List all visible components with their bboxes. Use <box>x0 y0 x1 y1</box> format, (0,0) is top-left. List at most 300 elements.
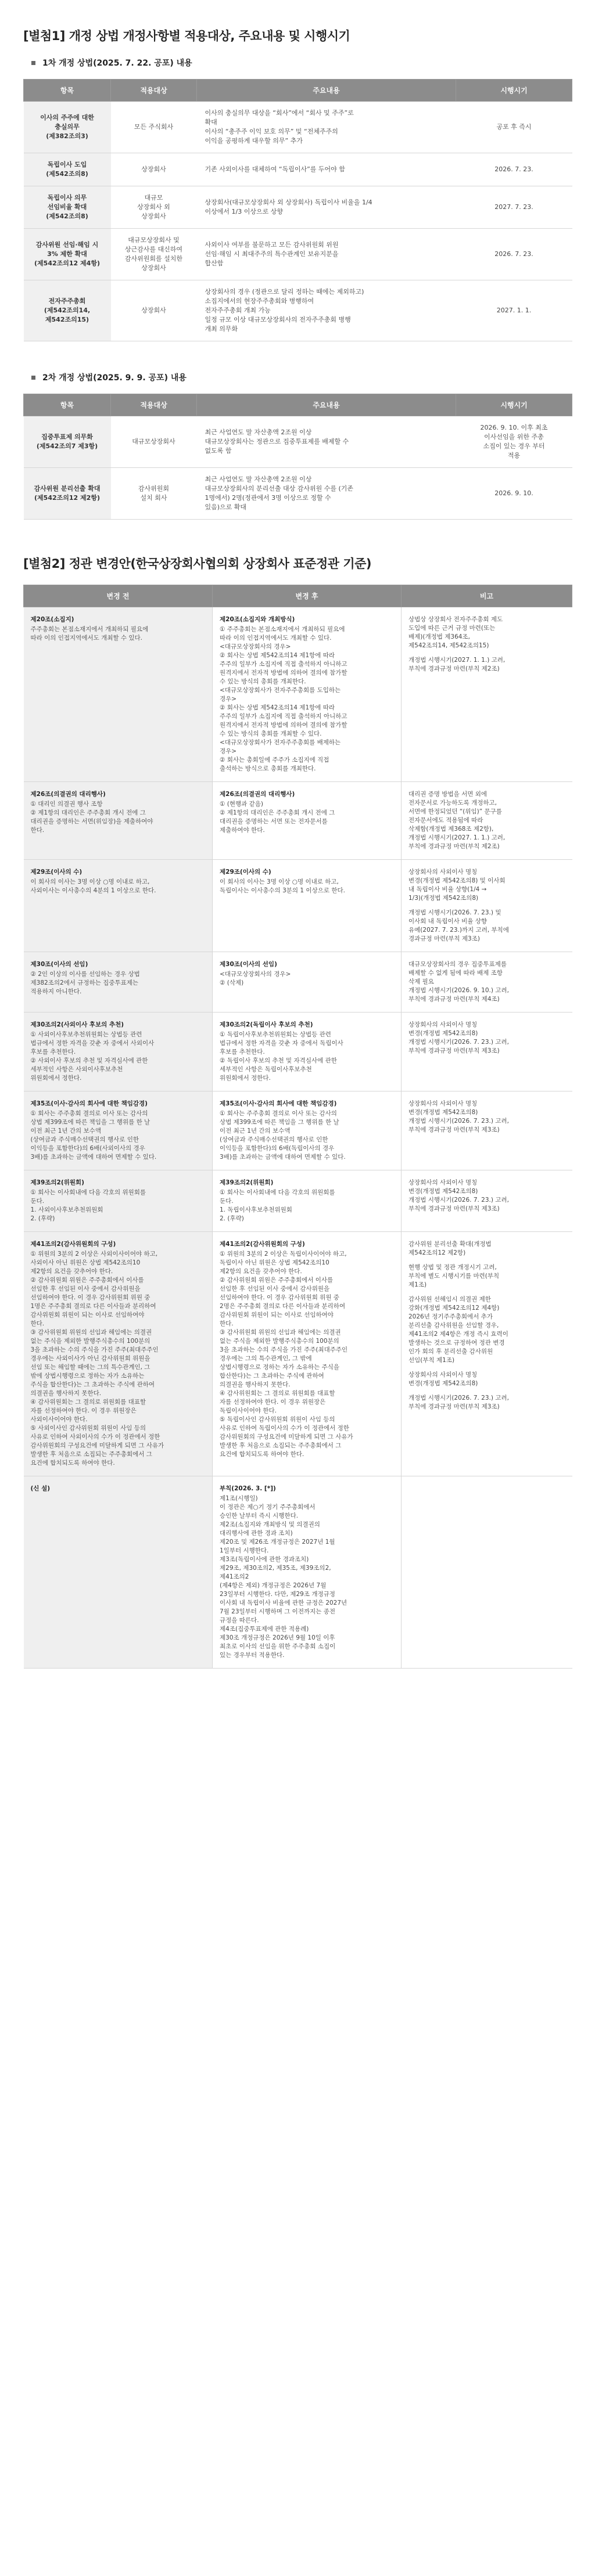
content-line: 상장회사(대규모상장회사 외 상장회사) 독립이사 비율을 1/4 <box>205 199 372 206</box>
row-item <box>24 468 111 520</box>
note-line <box>408 1388 565 1394</box>
item-line: 독립이사 도입 <box>47 161 87 168</box>
row-note <box>402 1013 572 1091</box>
before-line: 제382조의2에서 규정하는 집중투표제는 <box>30 979 139 986</box>
after-line: 3배)를 초과하는 금액에 대하여 면제할 수 있다. <box>220 1154 346 1161</box>
row-before <box>24 860 213 952</box>
after-line: 승인한 날부터 즉시 시행한다. <box>220 1512 299 1519</box>
row-note <box>402 952 572 1013</box>
row-item <box>24 416 111 468</box>
table-row <box>24 280 572 341</box>
content-line: 상장회사의 경우 (정관으로 달리 정하는 때에는 제외하고) <box>205 288 364 296</box>
note-line: 유예(2027. 7. 23.)까지 고려, 부칙에 <box>408 927 509 934</box>
after-line: 독립이사이어야 한다. <box>220 1407 277 1414</box>
content-line: 최근 사업연도 말 자산총액 2조원 이상 <box>205 428 312 436</box>
note-line: 개정법 시행시기(2026. 9. 10.) 고려, <box>408 987 509 994</box>
after-line: 선임한 후 선임된 이사 중에서 감사위원을 <box>220 1285 330 1292</box>
after-line: <대규모상장회사의 경우> <box>220 971 291 978</box>
note-line: 부칙에 경과규정 마련(부칙 제3조) <box>408 1047 500 1054</box>
after-line: 7월 23일부터 시행하며 그 이전까지는 종전 <box>220 1608 336 1615</box>
row-content <box>197 102 456 153</box>
after-line: 원격지에서 전자적 방법에 의하여 결의에 참가할 <box>220 722 347 729</box>
note-line: 부칙에 경과규정 마련(부칙 제2조) <box>408 665 500 672</box>
date-line: 2026. 9. 10. <box>494 489 533 497</box>
target-line: 감사위원회 <box>138 485 170 492</box>
table-row <box>24 153 572 186</box>
after-line: 제41조의2 <box>220 1573 249 1580</box>
row-after <box>213 1091 402 1170</box>
note-line <box>408 1258 565 1263</box>
date-line: 공포 후 즉시 <box>496 123 532 131</box>
after-line: 3을 초과하는 수의 주식을 가진 주주(최대주주인 <box>220 1346 348 1353</box>
note-line: 개정법 시행시기(2027. 1. 1.) 고려, <box>408 657 506 664</box>
before-line: 후보를 추천한다. <box>30 1049 76 1055</box>
before-line: 사외이사이어야 한다. <box>30 1416 88 1423</box>
after-line: 제35조(이사·감사의 회사에 대한 책임감경) <box>220 1100 337 1107</box>
table-header-row <box>24 585 572 607</box>
note-line: 삭제함(개정법 제368조 제2항), <box>408 826 494 833</box>
articles-comparison-table <box>23 585 572 1669</box>
row-after <box>213 860 402 952</box>
before-line: ① 회사는 이사회내에 다음 각호의 위원회를 <box>30 1189 146 1196</box>
after-line: ① 위원의 3분의 2 이상은 독립이사이어야 하고, <box>220 1251 347 1258</box>
row-after <box>213 1232 402 1476</box>
note-line: 변경(개정법 제542조의8) <box>408 1030 478 1037</box>
note-line: 부칙에 경과규정 마련(부칙 제3조) <box>408 1403 500 1410</box>
after-line: ④ 감사위원회는 그 결의로 위원회를 대표할 <box>220 1390 335 1397</box>
after-line: 제41조의2(감사위원회의 구성) <box>220 1241 305 1248</box>
before-line: 발생한 후 처음으로 소집되는 주주총회에서 그 <box>30 1451 152 1458</box>
before-line: 자를 선정하여야 한다. 이 경우 위원장은 <box>30 1407 137 1414</box>
before-line: 대리권을 증명하는 서면(위임장)을 제출하여야 <box>30 818 153 825</box>
target-line: 대규모상장회사 및 <box>128 236 180 244</box>
before-line: 한다. <box>30 827 45 834</box>
note-line: 강화(개정법 제542조의12 제4항) <box>408 1305 500 1312</box>
note-line: 개정법 시행시기(2027. 1. 1.) 고려, <box>408 834 506 841</box>
after-line: 요건에 합치되도록 하여야 한다. <box>220 1451 304 1458</box>
content-line: 합산함 <box>205 260 224 267</box>
content-line: 이사의 “총주주 이익 보호 의무” 및 “전체주주의 <box>205 128 338 135</box>
target-line: 상장회사 외 <box>137 203 170 211</box>
header-date: 시행시기 <box>456 80 572 102</box>
after-line: 있는 경우부터 적용한다. <box>220 1652 285 1659</box>
row-after <box>213 952 402 1013</box>
header-content: 주요내용 <box>197 394 456 416</box>
content-line: 이익을 공평하게 대우할 의무” 추가 <box>205 137 303 145</box>
before-line: 의결권을 행사하지 못한다. <box>30 1390 102 1397</box>
note-line: 개정법 시행시기(2026. 7. 23.) 고려, <box>408 1197 509 1204</box>
doc-title-1: [별첨1] 개정 상법 개정사항별 적용대상, 주요내용 및 시행시기 <box>23 29 350 43</box>
after-line: 후보를 추천한다. <box>220 1049 265 1055</box>
before-line: 한다. <box>30 1320 45 1327</box>
before-line: 감사위원회 위원이 되는 이사로 선임하여야 <box>30 1312 145 1318</box>
after-line: 제4조(집중투표제에 관한 적용례) <box>220 1626 309 1633</box>
note-line: 제1조) <box>408 1281 427 1288</box>
target-line: 감사위원회를 설치한 <box>124 255 183 262</box>
after-line: ① 주주총회는 본점소재지에서 개최하되 필요에 <box>220 626 345 633</box>
item-line: 전자주주총회 <box>48 297 86 305</box>
after-line: 둔다. <box>220 1198 234 1205</box>
row-note <box>402 782 572 860</box>
after-line: (제4항은 제외) 개정규정은 2026년 7월 <box>220 1582 327 1589</box>
note-line: 부칙에 경과규정 마련(부칙 제3조) <box>408 1205 500 1212</box>
after-line: 감사위원회의 구성요건에 미달하게 되면 그 사유가 <box>220 1433 353 1440</box>
after-line: ③ 감사위원회 위원의 선임과 해임에는 의결권 <box>220 1329 341 1336</box>
after-line: 제출하여야 한다. <box>220 827 265 834</box>
after-line: 감사위원회 위원이 되는 이사로 선임하여야 <box>220 1312 334 1318</box>
note-line: 변경(개정법 제542조의8) 및 이사회 <box>408 877 506 884</box>
note-line: 서면에 한정되었던 “(위임)” 문구를 <box>408 808 502 815</box>
before-line: ② 사외이사 후보의 추천 및 자격심사에 관한 <box>30 1057 148 1064</box>
header-item: 항목 <box>24 80 111 102</box>
note-line: 분리선출 감사위원을 선임할 경우, <box>408 1322 499 1329</box>
date-line: 소집이 있는 경우 부터 <box>483 442 545 450</box>
after-line: 원격지에서 전자적 방법에 의하여 결의에 참가할 <box>220 669 347 676</box>
after-line: 제29조(이사의 수) <box>220 869 271 876</box>
note-line: 개정법 시행시기(2026. 7. 23.) 고려, <box>408 1118 509 1125</box>
row-content <box>197 280 456 341</box>
after-line: ① 회사는 이사회내에 다음 각호의 위원회를 <box>220 1189 335 1196</box>
table-row <box>24 186 572 229</box>
item-line: (제542조의12 제2항) <box>34 494 100 502</box>
doc-title-2: [별첨2] 정관 변경안(한국상장회사협의회 상장회사 표준정관 기준) <box>23 557 371 571</box>
note-line: 부칙에 경과규정 마련(부칙 제4조) <box>408 996 500 1003</box>
item-line: 충실의무 <box>55 123 80 131</box>
target-line: 모든 주식회사 <box>134 123 174 131</box>
amendment-2-table <box>23 394 572 520</box>
target-line: 상장회사 <box>141 165 166 173</box>
table-row <box>24 782 572 860</box>
before-line: 제35조(이사·감사의 회사에 대한 책임감경) <box>30 1100 148 1107</box>
after-line: 상법 제399조에 따른 책임을 그 행위를 한 날 <box>220 1119 339 1126</box>
after-line: 제20조 및 제26조 개정규정은 2027년 1월 <box>220 1539 335 1545</box>
after-line: ⑤ 독립이사인 감사위원회 위원이 사임 등의 <box>220 1416 335 1423</box>
after-line: 1일부터 시행한다. <box>220 1547 269 1554</box>
note-line: 대리권 증명 방법을 서면 외에 <box>408 791 488 798</box>
after-line: 상법시행령으로 정하는 자가 소유하는 주식을 <box>220 1364 340 1371</box>
after-line: 2명은 주주총회 결의로 다른 이사들과 분리하여 <box>220 1303 346 1310</box>
date-line: 2026. 9. 10. 이후 최초 <box>480 424 548 431</box>
amendment-1-table <box>23 79 572 341</box>
row-after <box>213 607 402 782</box>
after-line: 제30조의2(독립이사 후보의 추천) <box>220 1021 313 1028</box>
header-content: 주요내용 <box>197 80 456 102</box>
note-line: 내 독립이사 비율 상향(1/4 → <box>408 886 487 893</box>
after-line: <대규모상장회사가 전자주주총회를 도입하는 <box>220 687 341 694</box>
row-after <box>213 1013 402 1091</box>
note-line: 상장회사의 사외이사 명칭 <box>408 1021 478 1028</box>
row-before <box>24 1170 213 1232</box>
content-line: 소집지에서의 현장주주총회와 병행하여 <box>205 297 314 305</box>
after-line: ② (삭제) <box>220 979 244 986</box>
before-line: 세부적인 사항은 사외이사후보추천 <box>30 1066 123 1073</box>
after-line: 발생한 후 처음으로 소집되는 주주총회에서 그 <box>220 1442 342 1449</box>
table-row <box>24 1232 572 1476</box>
after-line: 따라 이의 인접지역에서도 개최할 수 있다. <box>220 635 332 642</box>
note-line: 개정법 시행시기(2026. 7. 23.) 고려, <box>408 1039 509 1046</box>
after-line: 규정을 따른다. <box>220 1617 259 1624</box>
after-line: ② 제1항의 대리인은 주주총회 개시 전에 그 <box>220 809 335 816</box>
before-line: 선임한 후 선임된 이사 중에서 감사위원을 <box>30 1285 141 1292</box>
after-line: 경우> <box>220 748 237 755</box>
note-line: 제542조의12 제2항) <box>408 1249 466 1256</box>
after-line: (상여금과 주식매수선택권의 행사로 인한 <box>220 1136 328 1143</box>
before-line: 제20조(소집지) <box>30 616 74 623</box>
item-line: (제382조의3) <box>46 132 88 140</box>
note-line: 2026년 정기주주총회에서 추가 <box>408 1313 493 1320</box>
note-line: 감사위원 선해임시 의결권 제한 <box>408 1296 491 1303</box>
date-line: 2027. 7. 23. <box>494 203 533 211</box>
content-line: 선임·해임 시 최대주주의 특수관계인 보유지분을 <box>205 250 339 258</box>
date-line: 적용 <box>507 452 521 459</box>
table-row <box>24 229 572 280</box>
after-line: 수 있는 방식의 총회를 개최할 수 있다. <box>220 730 322 737</box>
row-before <box>24 1091 213 1170</box>
row-date <box>456 102 572 153</box>
row-content <box>197 186 456 229</box>
note-line: 제41조의2 제4항은 개정 즉시 효력이 <box>408 1331 508 1338</box>
date-line: 2026. 7. 23. <box>494 165 533 173</box>
after-line: 1. 독립이사후보추천위원회 <box>220 1206 292 1213</box>
after-line: 수 있는 방식의 총회를 개최한다. <box>220 678 306 685</box>
after-line: 이 회사의 이사는 3명 이상 ○명 이내로 하고, <box>220 878 339 885</box>
before-line: 2. (후략) <box>30 1215 55 1222</box>
note-line: 도입에 따른 근거 규정 마련(또는 <box>408 625 496 632</box>
content-line: 기존 사외이사를 대체하여 “독립이사”를 두어야 함 <box>205 165 345 173</box>
after-line: ② 회사는 총회일에 주주가 소집지에 직접 <box>220 756 329 763</box>
before-line: 감사위원회의 구성요건에 미달하게 되면 그 사유가 <box>30 1442 164 1449</box>
note-line: 제542조의14, 제542조의15) <box>408 642 489 649</box>
row-note <box>402 1232 572 1476</box>
before-line: 3배)를 초과하는 금액에 대하여 면제할 수 있다. <box>30 1154 157 1161</box>
content-line: 대규모상장회사는 정관으로 집중투표제를 배제할 수 <box>205 438 349 445</box>
note-line: 개정법 시행시기(2026. 7. 23.) 고려, <box>408 1395 509 1402</box>
before-line: (신 설) <box>30 1485 51 1492</box>
bullet-square-icon <box>31 61 35 65</box>
content-line: 대규모상장회사의 분리선출 대상 감사위원 수를 (기존 <box>205 485 354 492</box>
row-note <box>402 1476 572 1669</box>
before-line: 주식을 합산한다)는 그 초과하는 주식에 관하여 <box>30 1381 155 1388</box>
after-line: ② 감사위원회 위원은 주주총회에서 이사를 <box>220 1277 334 1284</box>
row-after <box>213 1170 402 1232</box>
after-line: 제20조(소집지와 개최방식) <box>220 616 295 623</box>
after-line: 대리행사에 관한 경과 조치) <box>220 1530 293 1537</box>
after-line: 독립이사 아닌 위원은 상법 제542조의10 <box>220 1259 329 1266</box>
content-line: 일정 규모 이상 대규모상장회사의 전자주주총회 병행 <box>205 316 351 323</box>
content-line: 없도록 함 <box>205 447 232 455</box>
header-after: 변경 후 <box>213 585 402 607</box>
content-line: 최근 사업연도 말 자산총액 2조원 이상 <box>205 475 312 483</box>
note-line: 부칙에 경과규정 마련(부칙 제2조) <box>408 843 500 850</box>
note-line: 배제)(개정법 제364조, <box>408 633 470 640</box>
after-line: 합산한다)는 그 초과하는 주식에 관하여 <box>220 1372 324 1379</box>
after-line: 23일부터 시행한다. 다만, 제29조 개정규정 <box>220 1591 335 1598</box>
note-line: 상법상 상장회사 전자주주총회 제도 <box>408 616 503 623</box>
before-line: ② 제1항의 대리인은 주주총회 개시 전에 그 <box>30 809 146 816</box>
content-line: 전자주주총회 개최 가능 <box>205 307 271 314</box>
header-before: 변경 전 <box>24 585 213 607</box>
table-row <box>24 952 572 1013</box>
before-line: 제30조(이사의 선임) <box>30 961 88 968</box>
after-line: 제2항의 요건을 갖추어야 한다. <box>220 1268 302 1275</box>
row-content <box>197 416 456 468</box>
note-line <box>408 650 565 656</box>
before-line: ① 위원의 3분의 2 이상은 사외이사이어야 하고, <box>30 1251 158 1258</box>
after-line: 이전 최근 1년 간의 보수액 <box>220 1127 291 1134</box>
header-target: 적용대상 <box>111 80 197 102</box>
after-line: 선임하여야 한다. 이 경우 감사위원회 위원 중 <box>220 1294 339 1301</box>
after-line: 법규에서 정한 자격을 갖춘 자 중에서 독립이사 <box>220 1040 343 1047</box>
after-line: 제39조의2(위원회) <box>220 1179 274 1186</box>
row-date <box>456 468 572 520</box>
after-line: 사유로 인하여 독립이사의 수가 이 정관에서 정한 <box>220 1425 349 1432</box>
date-line: 이사선임을 위한 주총 <box>484 433 544 441</box>
before-line: 선임하여야 한다. 이 경우 감사위원회 위원 중 <box>30 1294 150 1301</box>
section-1-heading <box>31 57 572 69</box>
content-line: 확대 <box>205 118 217 126</box>
content-line: 사외이사 여부를 불문하고 모든 감사위원회 위원 <box>205 241 339 248</box>
row-content <box>197 153 456 186</box>
content-line: 이사의 충실의무 대상을 “회사”에서 “회사 및 주주”로 <box>205 109 354 117</box>
before-line: ② 감사위원회 위원은 주주총회에서 이사를 <box>30 1277 144 1284</box>
after-line: 부칙(2026. 3. [*]) <box>220 1485 276 1492</box>
row-date <box>456 153 572 186</box>
after-line: 이사회 내 독립이사 비율에 관한 규정은 2027년 <box>220 1599 347 1606</box>
note-line: 전자문서로 가능하도록 개정하고, <box>408 799 497 806</box>
after-line: 대리권을 증명하는 서면 또는 전자문서를 <box>220 818 328 825</box>
before-line: 제2항의 요건을 갖추어야 한다. <box>30 1268 113 1275</box>
row-content <box>197 468 456 520</box>
after-line: 제2조(소집지와 개최방식 및 의결권의 <box>220 1521 320 1528</box>
row-target <box>111 280 197 341</box>
content-line: 개최 의무화 <box>205 325 238 333</box>
target-line: 상장회사 <box>141 264 166 272</box>
after-line: 출석하는 방식으로 총회를 개최한다. <box>220 765 316 772</box>
row-date <box>456 229 572 280</box>
content-line: 있음)으로 확대 <box>205 503 247 511</box>
row-target <box>111 186 197 229</box>
row-target <box>111 229 197 280</box>
row-item <box>24 229 111 280</box>
before-line: 사외이사는 이사총수의 4분의 1 이상으로 한다. <box>30 887 156 894</box>
note-line <box>408 903 565 909</box>
after-line: 2. (후략) <box>220 1215 244 1222</box>
row-after <box>213 782 402 860</box>
row-before <box>24 1476 213 1669</box>
header-target: 적용대상 <box>111 394 197 416</box>
table-row <box>24 607 572 782</box>
row-note <box>402 1091 572 1170</box>
row-after <box>213 1476 402 1669</box>
after-line: 주주의 일부가 소집지에 직접 출석하지 아니하고 <box>220 713 347 720</box>
note-line: 변경(개정법 제542조의8) <box>408 1109 478 1116</box>
row-note <box>402 860 572 952</box>
before-line: 법규에서 정한 자격을 갖춘 자 중에서 사외이사 <box>30 1040 155 1047</box>
item-line: 독립이사 의무 <box>47 194 87 201</box>
row-before <box>24 1232 213 1476</box>
after-line: 독립이사는 이사총수의 3분의 1 이상으로 한다. <box>220 887 345 894</box>
after-line: ② 회사는 상법 제542조의14 제1항에 따라 <box>220 652 335 659</box>
after-line: <대규모상장회사가 전자주주총회를 배제하는 <box>220 739 341 746</box>
item-line: (제542조의7 제3항) <box>36 442 98 450</box>
before-line: 3을 초과하는 수의 주식을 가진 주주(최대주주인 <box>30 1346 159 1353</box>
after-line: 위원회에서 정한다. <box>220 1075 271 1082</box>
section-1-title: 1차 개정 상법(2025. 7. 22. 공포) 내용 <box>42 59 192 68</box>
after-line: ① (현행과 같음) <box>220 801 263 808</box>
note-line: 경과규정 마련(부칙 제3조) <box>408 935 480 942</box>
row-before <box>24 607 213 782</box>
before-line: 요건에 합치되도록 하여야 한다. <box>30 1460 115 1467</box>
note-line: 인가 회의 후 분리선출 감사위원 <box>408 1348 493 1355</box>
before-line: ③ 감사위원회 위원의 선임과 해임에는 의결권 <box>30 1329 152 1336</box>
before-line: ⑤ 사외이사인 감사위원회 위원이 사임 등의 <box>30 1425 146 1432</box>
item-line: (제542조의8) <box>46 170 88 178</box>
before-line: 따라 이의 인접지역에서도 개최할 수 있다. <box>30 635 142 642</box>
note-line: 상장회사의 사외이사 명칭 <box>408 1100 478 1107</box>
item-line: 제542조의15) <box>45 316 89 323</box>
date-line: 2027. 1. 1. <box>496 307 532 314</box>
table-header-row <box>24 394 572 416</box>
after-line: ① 독립이사후보추천위원회는 상법등 관련 <box>220 1031 331 1038</box>
note-line: 감사위원 분리선출 확대(개정법 <box>408 1241 492 1248</box>
content-line: 이상에서 1/3 이상으로 상향 <box>205 208 283 215</box>
content-line: 1명에서) 2명(정관에서 3명 이상으로 정할 수 <box>205 494 331 502</box>
table-row <box>24 860 572 952</box>
header-date: 시행시기 <box>456 394 572 416</box>
item-line: (제542조의8) <box>46 212 88 220</box>
section-2-title: 2차 개정 상법(2025. 9. 9. 공포) 내용 <box>42 373 187 383</box>
table-row <box>24 1091 572 1170</box>
before-line: 이전 최근 1년 간의 보수액 <box>30 1127 101 1134</box>
after-line: 한다. <box>220 1320 234 1327</box>
note-line: 이사회 내 독립이사 비율 상향 <box>408 918 488 925</box>
row-before <box>24 782 213 860</box>
item-line: 감사위원 선임·해임 시 <box>35 241 99 248</box>
header-item: 항목 <box>24 394 111 416</box>
note-line: 1/3)(개정법 제542조의8) <box>408 895 479 902</box>
before-line: 제30조의2(사외이사 후보의 추천) <box>30 1021 124 1028</box>
table-row <box>24 1476 572 1669</box>
before-line: 상법 제399조에 따른 책임을 그 행위를 한 날 <box>30 1119 150 1126</box>
before-line: 제26조(의결권의 대리행사) <box>30 791 106 798</box>
after-line: 경우> <box>220 696 237 702</box>
note-line: 삭제 필요 <box>408 978 434 985</box>
before-line: 밖에 상법시행령으로 정하는 자가 소유하는 <box>30 1372 145 1379</box>
note-line: 상장회사의 사외이사 명칭 <box>408 1179 478 1186</box>
after-line: 세부적인 사항은 독립이사후보추천 <box>220 1066 312 1073</box>
table-row <box>24 102 572 153</box>
row-before <box>24 952 213 1013</box>
after-line: 의결권을 행사하지 못한다. <box>220 1381 291 1388</box>
before-line: ① 회사는 주주총회 결의로 이사 또는 감사의 <box>30 1110 148 1117</box>
target-line: 상근감사를 대신하여 <box>124 246 183 253</box>
after-line: 제30조(이사의 선임) <box>220 961 277 968</box>
note-line: 상장회사의 사외이사 명칭 <box>408 869 478 876</box>
item-line: 집중투표제 의무화 <box>41 433 93 441</box>
before-line: 이익등을 포함한다)의 6배(사외이사의 경우 <box>30 1145 145 1152</box>
after-line: 이 정관은 제○기 정기 주주총회에서 <box>220 1504 316 1511</box>
before-line: ② 2인 이상의 이사를 선임하는 경우 상법 <box>30 971 140 978</box>
before-line: ① 사외이사후보추천위원회는 상법등 관련 <box>30 1031 142 1038</box>
table-row <box>24 468 572 520</box>
target-line: 대규모 <box>144 194 163 201</box>
row-item <box>24 280 111 341</box>
target-line: 대규모상장회사 <box>132 438 175 445</box>
row-date <box>456 186 572 229</box>
row-note <box>402 1170 572 1232</box>
item-line: 이사의 주주에 대한 <box>40 114 94 121</box>
after-line: 제30조 개정규정은 2026년 9월 10일 이후 <box>220 1634 335 1641</box>
